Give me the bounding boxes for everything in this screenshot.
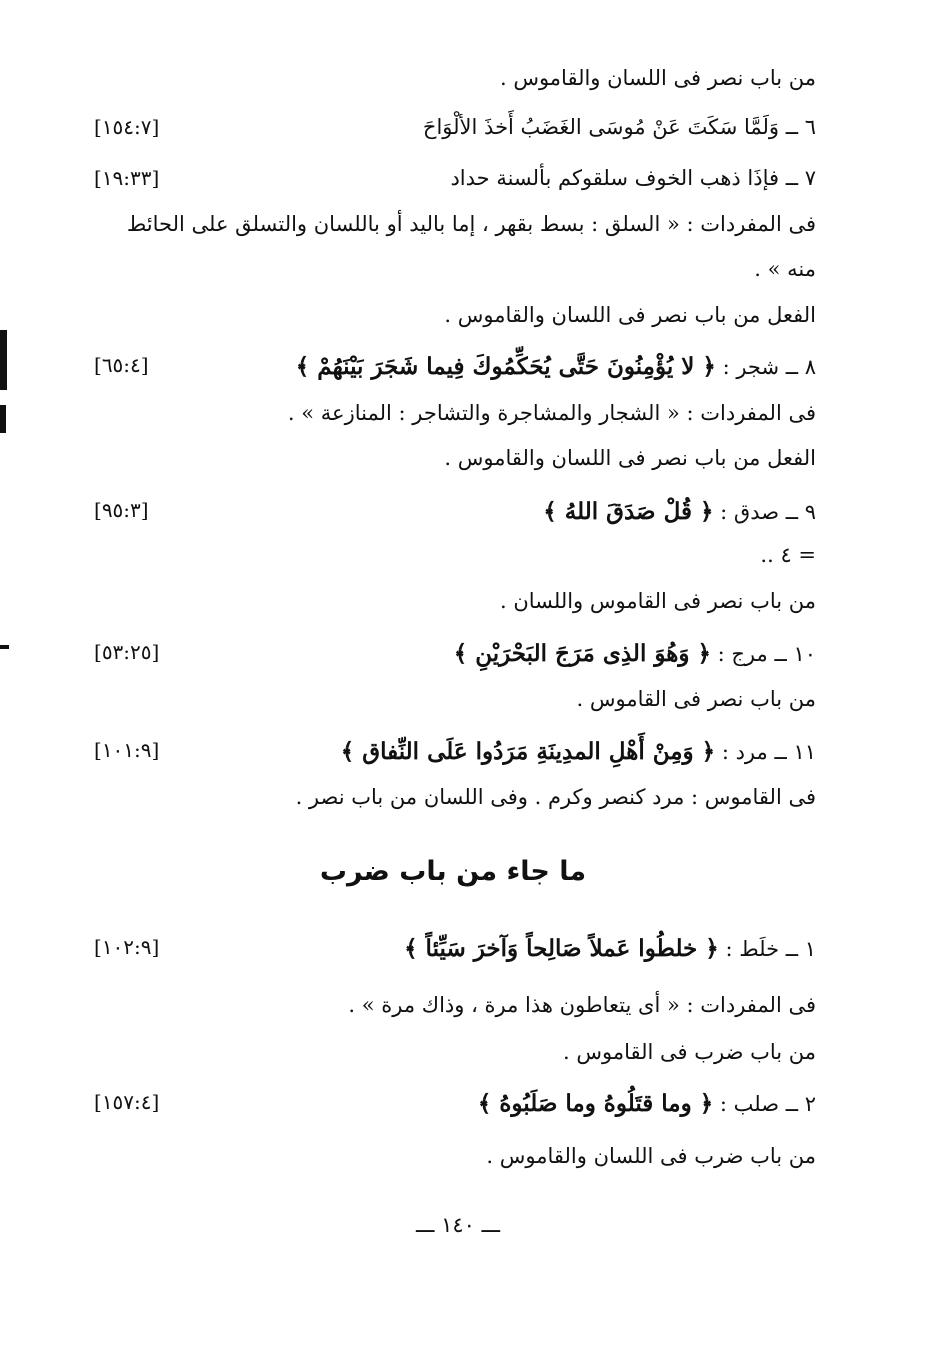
entry-text (341, 738, 816, 766)
verse-reference: [١٩:٣٣] (94, 166, 160, 190)
entry-text (478, 1090, 816, 1118)
text-line: فى المفردات : « أى يتعاطون هذا مرة ، وذاك مرة » . (348, 993, 816, 1017)
quran-verse: ﴿ لا يُؤْمِنُونَ حَتَّى يُحَكِّمُوكَ فِيما شَجَرَ بَيْنَهُمْ ﴾ (295, 353, 716, 380)
quran-verse: ﴿ وَهُوَ الذِى مَرَجَ البَحْرَيْنِ ﴾ (453, 640, 711, 667)
text-line: منه » . (754, 257, 816, 281)
entry-text: ٦ ــ وَلَمَّا سَكَتَ عَنْ مُوسَى الغَضَبُ أَخذَ الألْوَاحَ (422, 115, 816, 139)
page-number: ـــ ١٤٠ ـــ (415, 1213, 501, 1237)
text-line: الفعل من باب نصر فى اللسان والقاموس . (444, 446, 816, 470)
text-line: فى المفردات : « الشجار والمشاجرة والتشاجر : المنازعة » . (287, 401, 816, 425)
entry-prefix: ١١ ــ مرد : (715, 740, 816, 764)
text-line: الفعل من باب نصر فى اللسان والقاموس . (444, 303, 816, 327)
margin-mark (0, 645, 9, 649)
quran-verse: ﴿ خلطُوا عَملاً صَالِحاً وَآخرَ سَيِّئاً ﴾ (404, 935, 719, 962)
quran-verse: ﴿ وما قتَلُوهُ وما صَلَبُوهُ ﴾ (477, 1090, 714, 1117)
margin-mark (0, 405, 6, 433)
text-line: من باب ضرب فى اللسان والقاموس . (486, 1144, 816, 1168)
verse-reference: [١٥٤:٧] (94, 115, 160, 139)
section-heading: ما جاء من باب ضرب (319, 856, 587, 887)
margin-mark (0, 330, 7, 390)
entry-text: ٧ ــ فإذَا ذهب الخوف سلقوكم بألسنة حداد (450, 166, 816, 190)
text-line: = ٤ .. (760, 543, 816, 567)
entry-text (454, 640, 816, 668)
text-line: من باب نصر فى اللسان والقاموس . (499, 66, 816, 90)
text-line: فى المفردات : « السلق : بسط بقهر ، إما باليد أو باللسان والتسلق على الحائط (126, 212, 816, 236)
entry-prefix: ١ ــ خلَط : (718, 937, 816, 961)
text-line: فى القاموس : مرد كنصر وكرم . وفى اللسان من باب نصر . (295, 785, 816, 809)
quran-verse: ﴿ قُلْ صَدَقَ اللهُ ﴾ (543, 498, 714, 525)
entry-text (296, 353, 816, 381)
quran-verse: ﴿ وَمِنْ أَهْلِ المدِينَةِ مَرَدُوا عَلَى النِّفاق ﴾ (340, 738, 716, 765)
verse-reference: [١٥٧:٤] (94, 1090, 160, 1114)
entry-text (404, 935, 816, 963)
verse-reference: [١٠١:٩] (94, 738, 160, 762)
verse-reference: [١٠٢:٩] (94, 935, 160, 959)
entry-prefix: ١٠ ــ مرج : (710, 642, 816, 666)
text-line: من باب نصر فى القاموس واللسان . (499, 589, 816, 613)
entry-prefix: ٩ ــ صدق : (713, 500, 816, 524)
entry-text (543, 498, 816, 526)
text-line: من باب نصر فى القاموس . (576, 687, 816, 711)
verse-reference: [٩٥:٣] (94, 498, 149, 522)
entry-prefix: ٨ ــ شجر : (715, 355, 816, 379)
verse-reference: [٦٥:٤] (94, 353, 149, 377)
entry-prefix: ٢ ــ صلب : (713, 1092, 816, 1116)
verse-reference: [٥٣:٢٥] (94, 640, 160, 664)
text-line: من باب ضرب فى القاموس . (562, 1040, 816, 1064)
